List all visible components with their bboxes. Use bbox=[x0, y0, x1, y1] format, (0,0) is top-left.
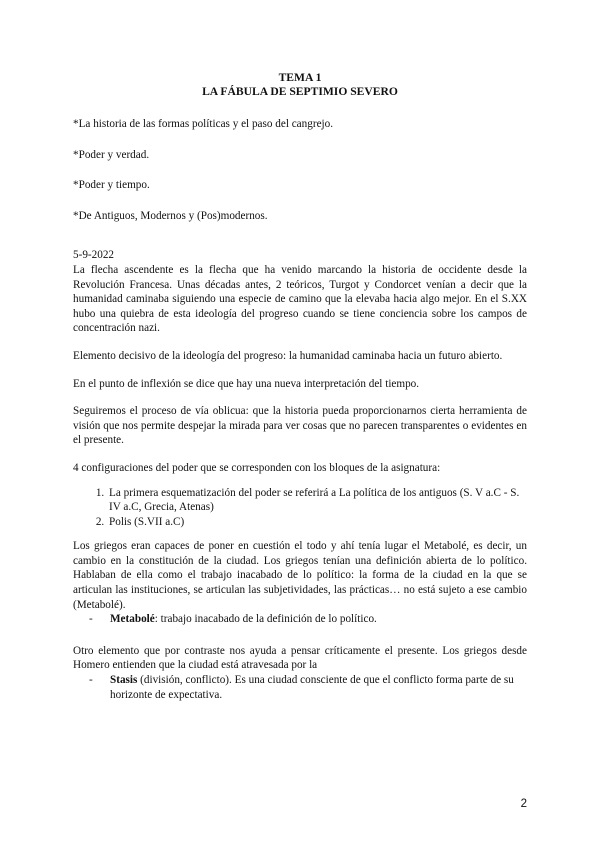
dash-text: (división, conflicto). Es una ciudad consciente de que el conflicto forma parte de su horizonte de expectativa. bbox=[110, 674, 514, 701]
paragraph-otro-elemento: Otro elemento que por contraste nos ayuda a pensar críticamente el presente. Los griegos desde Homero entienden que la ciudad está atravesada por la bbox=[73, 644, 527, 672]
numbered-list bbox=[73, 486, 527, 530]
dash-text: : trabajo inacabado de la definición de lo político. bbox=[154, 613, 377, 626]
term-metabole: Metabolé bbox=[110, 613, 155, 626]
document-page bbox=[73, 71, 527, 702]
title-line-1: TEMA 1 bbox=[278, 71, 322, 84]
list-item: 2. Polis (S.VII a.C) bbox=[107, 515, 527, 530]
paragraph-inflexion: En el punto de inflexión se dice que hay una nueva interpretación del tiempo. bbox=[73, 377, 420, 390]
paragraph-elemento: Elemento decisivo de la ideología del progreso: la humanidad caminaba hacia un futuro abierto. bbox=[73, 349, 503, 362]
dash-item-metabole bbox=[73, 612, 527, 627]
topic-item: *Poder y tiempo. bbox=[73, 179, 150, 192]
dash-mark: - bbox=[89, 674, 93, 687]
dash-mark: - bbox=[89, 613, 93, 626]
page-title bbox=[73, 71, 527, 98]
dash-item-stasis bbox=[73, 673, 527, 702]
paragraph-griegos: Los griegos eran capaces de poner en cuestión el todo y ahí tenía lugar el Metabolé, es decir, un cambio en la constitución de la ciudad. Los griegos tenían una definición abierta de lo político. Hablaban de ella como el trabajo inacabado de lo político: la forma de la ciudad en la que se articulan las instituciones, se articulan las subjetividades, las prácticas… no está sujeto a ese cambio (Metabolé). bbox=[73, 540, 527, 611]
topic-item: *De Antiguos, Modernos y (Pos)modernos. bbox=[73, 209, 268, 222]
list-item: 1. La primera esquematización del poder se referirá a La política de los antiguos (S. V a.C - S. IV a.C, Grecia, Atenas) bbox=[107, 486, 527, 515]
topic-item: *La historia de las formas políticas y el paso del cangrejo. bbox=[73, 118, 334, 130]
page-number: 2 bbox=[520, 798, 527, 810]
paragraph-flecha: La flecha ascendente es la flecha que ha venido marcando la historia de occidente desde la Revolución Francesa. Unas décadas antes, 2 teóricos, Turgot y Condorcet venían a decir que la humanidad caminaba siguiendo una especie de camino que la elevaba hacia algo mejor. En el S.XX hubo una quiebra de esta ideología del progreso cuando se tiene conciencia sobre los campos de concentración nazi. bbox=[73, 263, 527, 335]
date: 5-9-2022 bbox=[73, 249, 115, 262]
paragraph-configuraciones: 4 configuraciones del poder que se corresponden con los bloques de la asignatura: bbox=[73, 461, 441, 474]
term-stasis: Stasis bbox=[110, 674, 138, 687]
paragraph-via-oblicua: Seguiremos el proceso de vía oblicua: que la historia pueda proporcionarnos cierta herramienta de visión que nos permite despejar la mirada para ver cosas que no parecen transparentes o evidentes en el presente. bbox=[73, 405, 527, 447]
topic-item: *Poder y verdad. bbox=[73, 148, 150, 161]
title-line-2: LA FÁBULA DE SEPTIMIO SEVERO bbox=[202, 84, 398, 98]
